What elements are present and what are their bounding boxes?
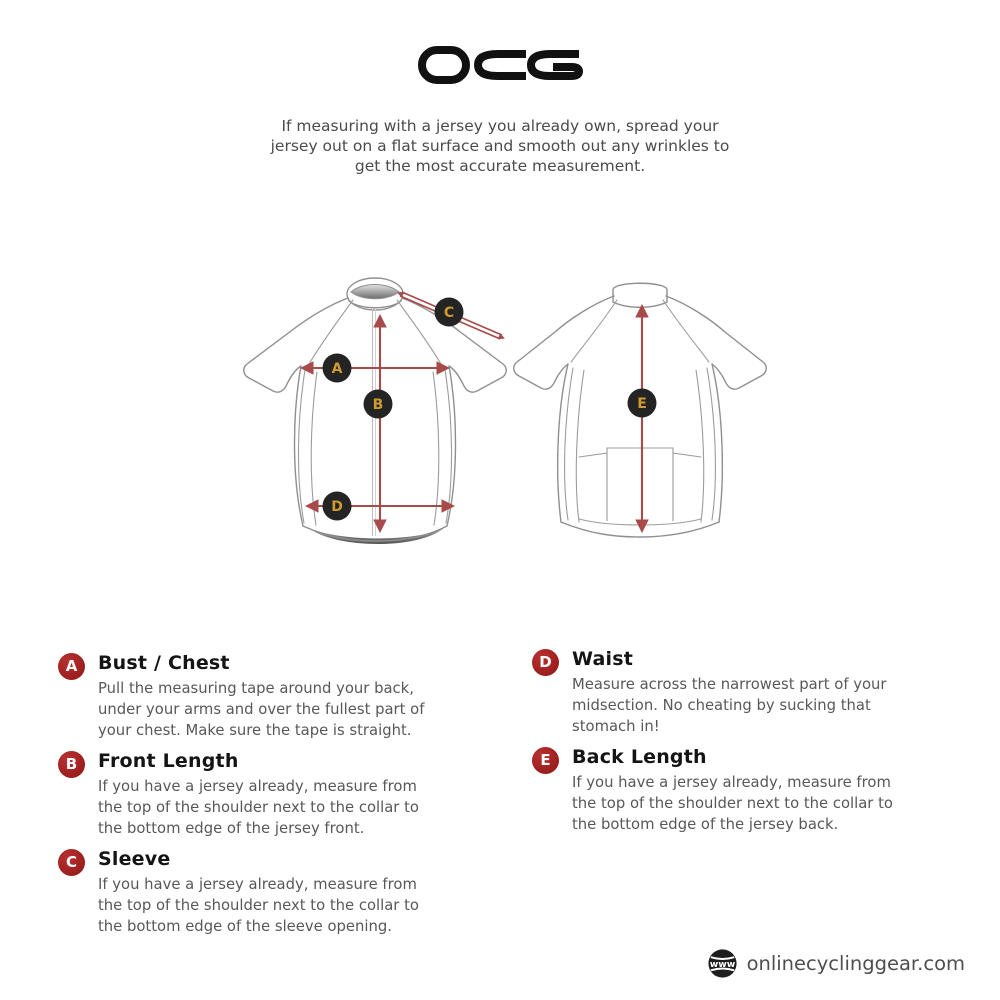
back-collar-base bbox=[613, 302, 667, 307]
logo-letter-o bbox=[422, 50, 466, 80]
intro-text bbox=[250, 116, 750, 176]
body-line: the bottom edge of the jersey front. bbox=[98, 820, 365, 837]
back-hem bbox=[561, 522, 719, 537]
website-link[interactable]: onlinecyclinggear.com bbox=[746, 952, 965, 975]
globe-www-text: www bbox=[709, 958, 735, 970]
front-side-seam bbox=[445, 370, 452, 523]
marker-badge-b bbox=[364, 390, 393, 419]
body-line: If you have a jersey already, measure from bbox=[98, 876, 417, 893]
marker-letter-d: D bbox=[331, 499, 343, 515]
front-side-seam bbox=[298, 370, 305, 523]
back-left-raglan-seam bbox=[571, 300, 617, 362]
marker-letter-c: C bbox=[443, 305, 455, 321]
logo-letter-g bbox=[531, 54, 579, 76]
body-line: the bottom edge of the sleeve opening. bbox=[98, 918, 392, 935]
section-body bbox=[572, 674, 887, 737]
marker-badge-d bbox=[323, 492, 352, 521]
front-side-seam bbox=[311, 372, 317, 525]
marker-badge-c bbox=[435, 298, 464, 327]
body-line: under your arms and over the fullest part of bbox=[98, 701, 425, 718]
section-title: Front Length bbox=[98, 750, 239, 772]
body-line: your chest. Make sure the tape is straight. bbox=[98, 722, 412, 739]
section-badge-b: B bbox=[58, 751, 85, 778]
back-right-raglan-seam bbox=[663, 300, 709, 362]
section-badge-c: C bbox=[58, 849, 85, 876]
section-back-length bbox=[532, 746, 992, 835]
section-title: Back Length bbox=[572, 746, 707, 768]
body-line: stomach in! bbox=[572, 718, 660, 735]
back-right-sleeve bbox=[666, 296, 766, 389]
section-badge-d: D bbox=[532, 649, 559, 676]
body-line: the top of the shoulder next to the collar to bbox=[572, 795, 893, 812]
front-side-seam bbox=[433, 372, 439, 525]
body-line: Measure across the narrowest part of your bbox=[572, 676, 887, 693]
body-line: the bottom edge of the jersey back. bbox=[572, 816, 839, 833]
front-marker-badges bbox=[323, 298, 464, 521]
section-body bbox=[572, 772, 893, 835]
section-front-length bbox=[58, 750, 518, 839]
section-title: Sleeve bbox=[98, 848, 171, 870]
intro-line: jersey out on a flat surface and smooth out any wrinkles to bbox=[270, 137, 730, 155]
measurement-descriptions-left bbox=[58, 652, 518, 946]
section-body bbox=[98, 776, 419, 839]
section-title: Bust / Chest bbox=[98, 652, 230, 674]
back-side-seam bbox=[576, 370, 584, 522]
body-line: the top of the shoulder next to the collar to bbox=[98, 897, 419, 914]
section-body bbox=[98, 874, 419, 937]
back-side-seam bbox=[565, 368, 573, 520]
body-line: If you have a jersey already, measure from bbox=[572, 774, 891, 791]
body-line: If you have a jersey already, measure from bbox=[98, 778, 417, 795]
footer bbox=[706, 947, 965, 980]
section-sleeve bbox=[58, 848, 518, 937]
section-body bbox=[98, 678, 424, 741]
globe-www-icon bbox=[706, 947, 739, 980]
body-line: the top of the shoulder next to the collar to bbox=[98, 799, 419, 816]
back-pocket-bottom bbox=[579, 519, 701, 525]
body-line: Pull the measuring tape around your back, bbox=[98, 680, 414, 697]
back-collar bbox=[613, 283, 667, 302]
back-pocket-top bbox=[579, 448, 701, 457]
marker-letter-b: B bbox=[372, 397, 384, 413]
marker-badge-a bbox=[323, 354, 352, 383]
back-left-sleeve bbox=[514, 296, 614, 389]
back-side-seam bbox=[696, 370, 704, 522]
section-badge-e: E bbox=[532, 747, 559, 774]
intro-line: get the most accurate measurement. bbox=[354, 157, 646, 175]
back-right-side bbox=[712, 364, 722, 522]
section-waist bbox=[532, 648, 992, 737]
marker-letter-a: A bbox=[331, 361, 343, 377]
jersey-back-diagram bbox=[505, 270, 785, 555]
back-side-seam bbox=[707, 368, 715, 520]
back-left-side bbox=[558, 364, 568, 522]
intro-line: If measuring with a jersey you already own, spread your bbox=[281, 117, 719, 135]
body-line: midsection. No cheating by sucking that bbox=[572, 697, 871, 714]
ocg-logo bbox=[416, 44, 584, 86]
measurement-descriptions-right bbox=[532, 648, 992, 844]
marker-badge-e bbox=[628, 389, 657, 418]
front-collar-opening bbox=[351, 285, 399, 299]
section-title: Waist bbox=[572, 648, 634, 670]
front-left-raglan-seam bbox=[309, 300, 353, 364]
jersey-front-diagram bbox=[225, 270, 525, 555]
logo-letter-c bbox=[478, 54, 526, 76]
marker-letter-e: E bbox=[637, 396, 647, 412]
section-badge-a: A bbox=[58, 653, 85, 680]
section-bust-chest bbox=[58, 652, 518, 741]
